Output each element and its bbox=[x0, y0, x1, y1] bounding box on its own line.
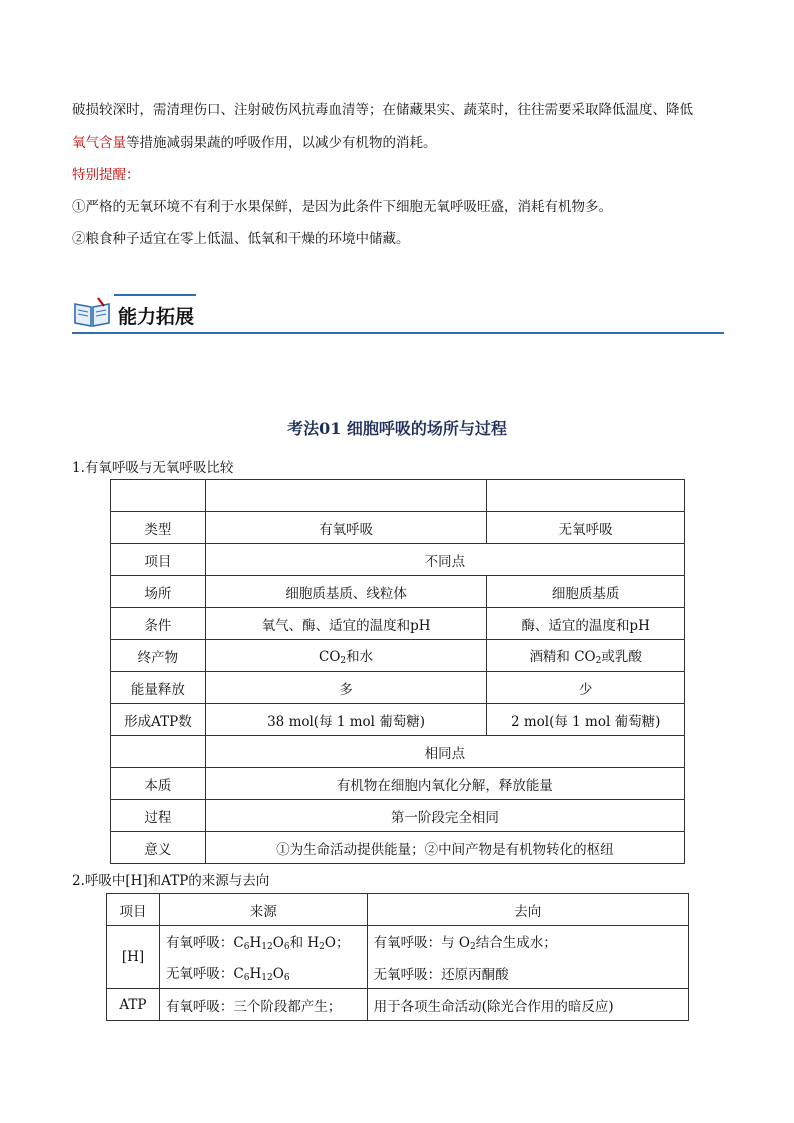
table-row bbox=[111, 576, 685, 608]
row-label: 终产物 bbox=[111, 640, 206, 672]
table-cell bbox=[111, 736, 206, 768]
anaerobic-cell: 细胞质基质 bbox=[487, 576, 685, 608]
paragraph-line-2 bbox=[72, 133, 437, 153]
source-destination-table bbox=[106, 893, 689, 1021]
table-row bbox=[111, 512, 685, 544]
paragraph-line-2-rest: 等措施减弱果蔬的呼吸作用，以减少有机物的消耗。 bbox=[126, 135, 437, 151]
row-label: 能量释放 bbox=[111, 672, 206, 704]
table-row bbox=[111, 544, 685, 576]
table2-caption: 2.呼吸中[H]和ATP的来源与去向 bbox=[72, 873, 270, 889]
table-row bbox=[111, 608, 685, 640]
table-row bbox=[107, 957, 689, 989]
paragraph-line-1: 破损较深时，需清理伤口、注射破伤风抗毒血清等；在储藏果实、蔬菜时，往往需要采取降低温度、降低 bbox=[72, 102, 693, 118]
h-destination-2: 无氧呼吸：还原丙酮酸 bbox=[367, 957, 688, 989]
section-title: 考法01 细胞呼吸的场所与过程 bbox=[287, 419, 507, 438]
header-cell: 来源 bbox=[159, 894, 367, 926]
anaerobic-header: 无氧呼吸 bbox=[487, 512, 685, 544]
h-source-1: 有氧呼吸：$C_6H_{12}O_6$和 $H_2O$； bbox=[159, 926, 367, 958]
item-label: 项目 bbox=[111, 544, 206, 576]
table-row bbox=[107, 894, 689, 926]
open-book-icon bbox=[72, 296, 112, 330]
aerobic-cell: 多 bbox=[205, 672, 486, 704]
table-cell bbox=[205, 480, 486, 512]
table1-caption: 1.有氧呼吸与无氧呼吸比较 bbox=[72, 460, 234, 476]
diff-label: 不同点 bbox=[205, 544, 684, 576]
row-label: 场所 bbox=[111, 576, 206, 608]
table-row bbox=[111, 704, 685, 736]
banner-top-rule bbox=[114, 294, 196, 296]
aerobic-cell: $CO_2$和水 bbox=[205, 640, 486, 672]
same-label: 相同点 bbox=[205, 736, 684, 768]
comparison-table bbox=[110, 479, 685, 864]
row-label: 意义 bbox=[111, 832, 206, 864]
h-label: [H] bbox=[107, 926, 160, 989]
highlight-oxygen: 氧气含量 bbox=[72, 135, 126, 151]
table-row bbox=[111, 736, 685, 768]
table-row bbox=[111, 768, 685, 800]
h-source-2: 无氧呼吸：$C_6H_{12}O_6$ bbox=[159, 957, 367, 989]
table-cell bbox=[111, 480, 206, 512]
same-cell: 有机物在细胞内氧化分解，释放能量 bbox=[205, 768, 684, 800]
table-row bbox=[111, 832, 685, 864]
type-label: 类型 bbox=[111, 512, 206, 544]
atp-label: ATP bbox=[107, 989, 160, 1021]
section-banner bbox=[72, 292, 724, 334]
tip-title: 特别提醒： bbox=[72, 167, 140, 183]
tip-item-2: ②粮食种子适宜在零上低温、低氧和干燥的环境中储藏。 bbox=[72, 231, 410, 247]
anaerobic-cell: 少 bbox=[487, 672, 685, 704]
same-cell: 第一阶段完全相同 bbox=[205, 800, 684, 832]
same-cell: ①为生命活动提供能量；②中间产物是有机物转化的枢纽 bbox=[205, 832, 684, 864]
header-cell: 项目 bbox=[107, 894, 160, 926]
atp-destination: 用于各项生命活动(除光合作用的暗反应) bbox=[367, 989, 688, 1021]
anaerobic-cell: 2 mol(每 1 mol 葡萄糖) bbox=[487, 704, 685, 736]
table-row bbox=[111, 672, 685, 704]
row-label: 形成ATP数 bbox=[111, 704, 206, 736]
row-label: 过程 bbox=[111, 800, 206, 832]
anaerobic-cell: 酒精和 $CO_2$或乳酸 bbox=[487, 640, 685, 672]
row-label: 条件 bbox=[111, 608, 206, 640]
table-cell bbox=[487, 480, 685, 512]
table-row bbox=[107, 926, 689, 958]
header-cell: 去向 bbox=[367, 894, 688, 926]
banner-title: 能力拓展 bbox=[118, 306, 195, 328]
anaerobic-cell: 酶、适宜的温度和pH bbox=[487, 608, 685, 640]
aerobic-cell: 细胞质基质、线粒体 bbox=[205, 576, 486, 608]
aerobic-cell: 氧气、酶、适宜的温度和pH bbox=[205, 608, 486, 640]
row-label: 本质 bbox=[111, 768, 206, 800]
atp-source: 有氧呼吸：三个阶段都产生； bbox=[159, 989, 367, 1021]
table-row bbox=[107, 989, 689, 1021]
table-row bbox=[111, 800, 685, 832]
table-row bbox=[111, 480, 685, 512]
aerobic-header: 有氧呼吸 bbox=[205, 512, 486, 544]
aerobic-cell: 38 mol(每 1 mol 葡萄糖) bbox=[205, 704, 486, 736]
tip-item-1: ①严格的无氧环境不有利于水果保鲜，是因为此条件下细胞无氧呼吸旺盛，消耗有机物多。 bbox=[72, 199, 612, 215]
h-destination-1: 有氧呼吸：与 $O_2$结合生成水； bbox=[367, 926, 688, 958]
table-row bbox=[111, 640, 685, 672]
banner-rule bbox=[72, 332, 724, 334]
